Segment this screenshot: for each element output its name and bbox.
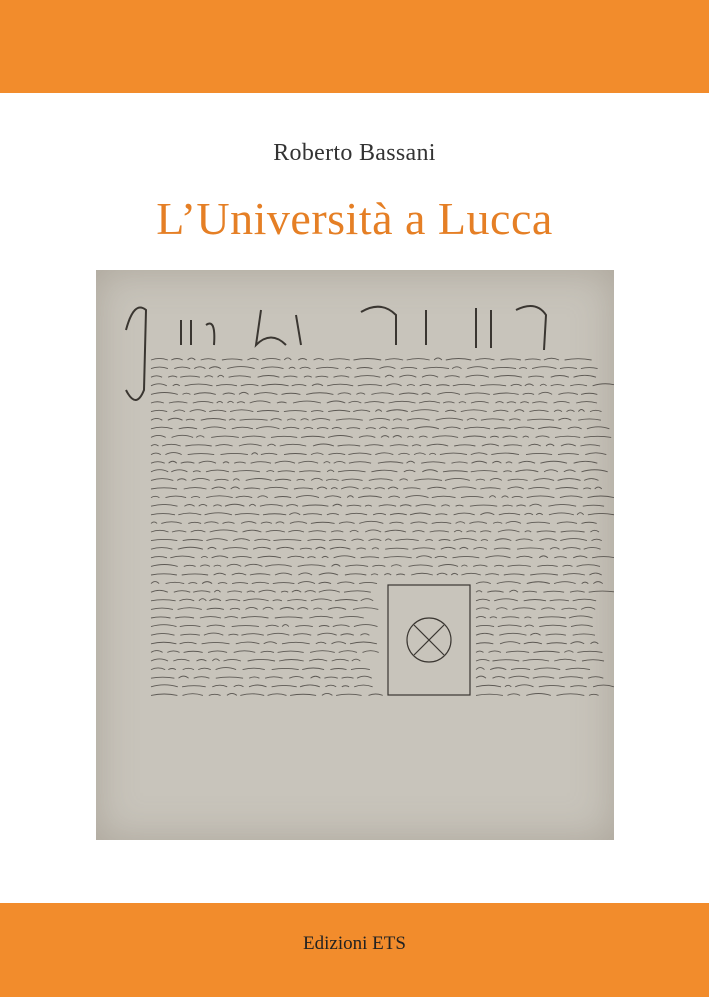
charter-text-line [151, 444, 600, 446]
charter-text-line [151, 625, 593, 627]
charter-text-line [151, 651, 602, 653]
manuscript-charter-image [96, 270, 614, 840]
charter-text-line [151, 384, 614, 386]
charter-text-line [151, 496, 614, 498]
charter-heading-script [126, 306, 546, 400]
top-orange-band [0, 0, 709, 93]
charter-text-line [151, 487, 602, 489]
charter-text-line [151, 435, 611, 437]
charter-text-line [151, 513, 614, 515]
charter-text-line [151, 616, 593, 618]
charter-text-line [151, 564, 600, 566]
charter-text-line [151, 358, 592, 360]
charter-text-line [151, 642, 598, 644]
charter-text-line [151, 547, 601, 549]
charter-text-line [151, 693, 599, 695]
publisher-name: Edizioni ETS [303, 933, 406, 954]
charter-text-line [151, 410, 602, 412]
charter-seal [388, 585, 470, 695]
charter-text-line [151, 470, 608, 472]
book-title: L’Università a Lucca [156, 193, 553, 244]
charter-text-lines [151, 358, 614, 695]
charter-text-line [151, 599, 596, 601]
charter-text-line [151, 633, 595, 635]
charter-text-line [151, 573, 602, 575]
charter-text-line [151, 427, 609, 429]
charter-text-line [151, 478, 599, 480]
charter-text-line [151, 685, 614, 687]
charter-text-line [151, 392, 597, 394]
charter-text-line [151, 461, 597, 463]
charter-text-line [151, 521, 597, 523]
charter-text-line [151, 582, 603, 584]
charter-text-line [151, 453, 606, 455]
charter-text-line [151, 375, 596, 377]
charter-text-line [151, 659, 604, 661]
charter-text-line [151, 590, 614, 592]
author-name: Roberto Bassani [273, 140, 436, 166]
charter-text-line [151, 556, 614, 558]
charter-text-line [151, 668, 590, 670]
charter-text-line [151, 539, 602, 541]
charter-text-line [151, 676, 603, 678]
charter-text-line [151, 401, 597, 403]
charter-text-line [151, 367, 598, 369]
charter-text-line [151, 418, 601, 420]
charter-text-line [151, 504, 604, 506]
charter-text-line [151, 607, 595, 609]
charter-text-line [151, 530, 599, 532]
